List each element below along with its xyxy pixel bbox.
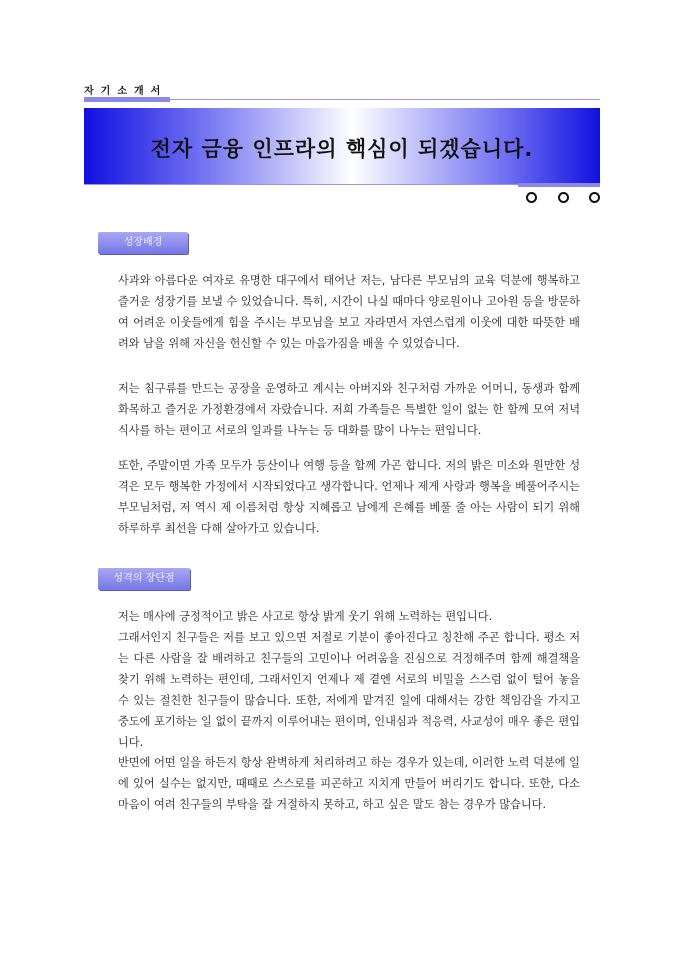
paragraph: 저는 침구류를 만드는 공장을 운영하고 계시는 아버지와 친구처럼 가까운 어머니, 동생과 함께 화목하고 즐거운 가정환경에서 자랐습니다. 저희 가족들은 특별한 일이 없는 한 함께 모여 저녁식사를 하는 편이고 서로의 일과를 나누는 등 대화를 많이 나누는 편입니다. — [118, 382, 580, 437]
paragraph: 저는 매사에 긍정적이고 밝은 사고로 항상 밝게 웃기 위해 노력하는 편입니다. — [118, 610, 493, 623]
document-label: 자기소개서 — [84, 86, 168, 97]
circle-icon — [589, 192, 600, 203]
title-banner — [84, 108, 600, 184]
section-tag-personality: 성격의 장단점 — [98, 568, 190, 590]
banner-accent-bar — [518, 183, 600, 187]
circle-icon — [526, 192, 537, 203]
section-tag-growth: 성장배경 — [98, 232, 188, 254]
paragraph: 또한, 주말이면 가족 모두가 등산이나 여행 등을 함께 가곤 합니다. 저의 밝은 미소와 원만한 성격은 모두 행복한 가정에서 시작되었다고 생각합니다. 언제나 제게 사랑과 행복을 베풀어주시는 부모님처럼, 저 역시 제 이름처럼 항상 지혜롭고 남에게 은혜를 베풀 줄 아는 사람이 되기 위해 하루하루 최선을 다해 살아가고 있습니다. — [118, 459, 580, 535]
paragraph: 그래서인지 친구들은 저를 보고 있으면 저절로 기분이 좋아진다고 칭찬해 주곤 합니다. 평소 저는 다른 사람을 잘 배려하고 친구들의 고민이나 어려움을 진심으로 걱정해주며 함께 해결책을 찾기 위해 노력하는 편인데, 그래서인지 언제나 제 곁엔 서로의 비밀을 스스럼 없이 털어 놓을 수 있는 절친한 친구들이 많습니다. 또한, 저에게 맡겨진 일에 대해서는 강한 책임감을 가지고 중도에 포기하는 일 없이 끝까지 이루어내는 편이며, 인내심과 적응력, 사교성이 매우 좋은 편입니다. — [118, 631, 580, 749]
circle-icon — [558, 192, 569, 203]
paragraph: 반면에 어떤 일을 하든지 항상 완벽하게 처리하려고 하는 경우가 있는데, 이러한 노력 덕분에 일에 있어 실수는 없지만, 때때로 스스로를 피곤하고 지치게 만들어 버리기도 합니다. 또한, 다소 마음이 여려 친구들의 부탁을 잘 거절하지 못하고, 하고 싶은 말도 참는 경우가 많습니다. — [118, 756, 580, 811]
document-title: 전자 금융 인프라의 핵심이 되겠습니다. — [150, 137, 534, 161]
label-underline — [84, 97, 170, 102]
paragraph: 사과와 아름다운 여자로 유명한 대구에서 태어난 저는, 남다른 부모님의 교육 덕분에 행복하고 즐거운 성장기를 보낼 수 있었습니다. 특히, 시간이 나실 때마다 양로원이나 고아원 등을 방문하여 어려운 이웃들에게 힘을 주시는 부모님을 보고 자라면서 자연스럽게 이웃에 대한 따뜻한 배려와 남을 위해 자신을 헌신할 수 있는 마음가짐을 배울 수 있었습니다. — [118, 274, 580, 350]
decorative-circles — [526, 192, 600, 203]
